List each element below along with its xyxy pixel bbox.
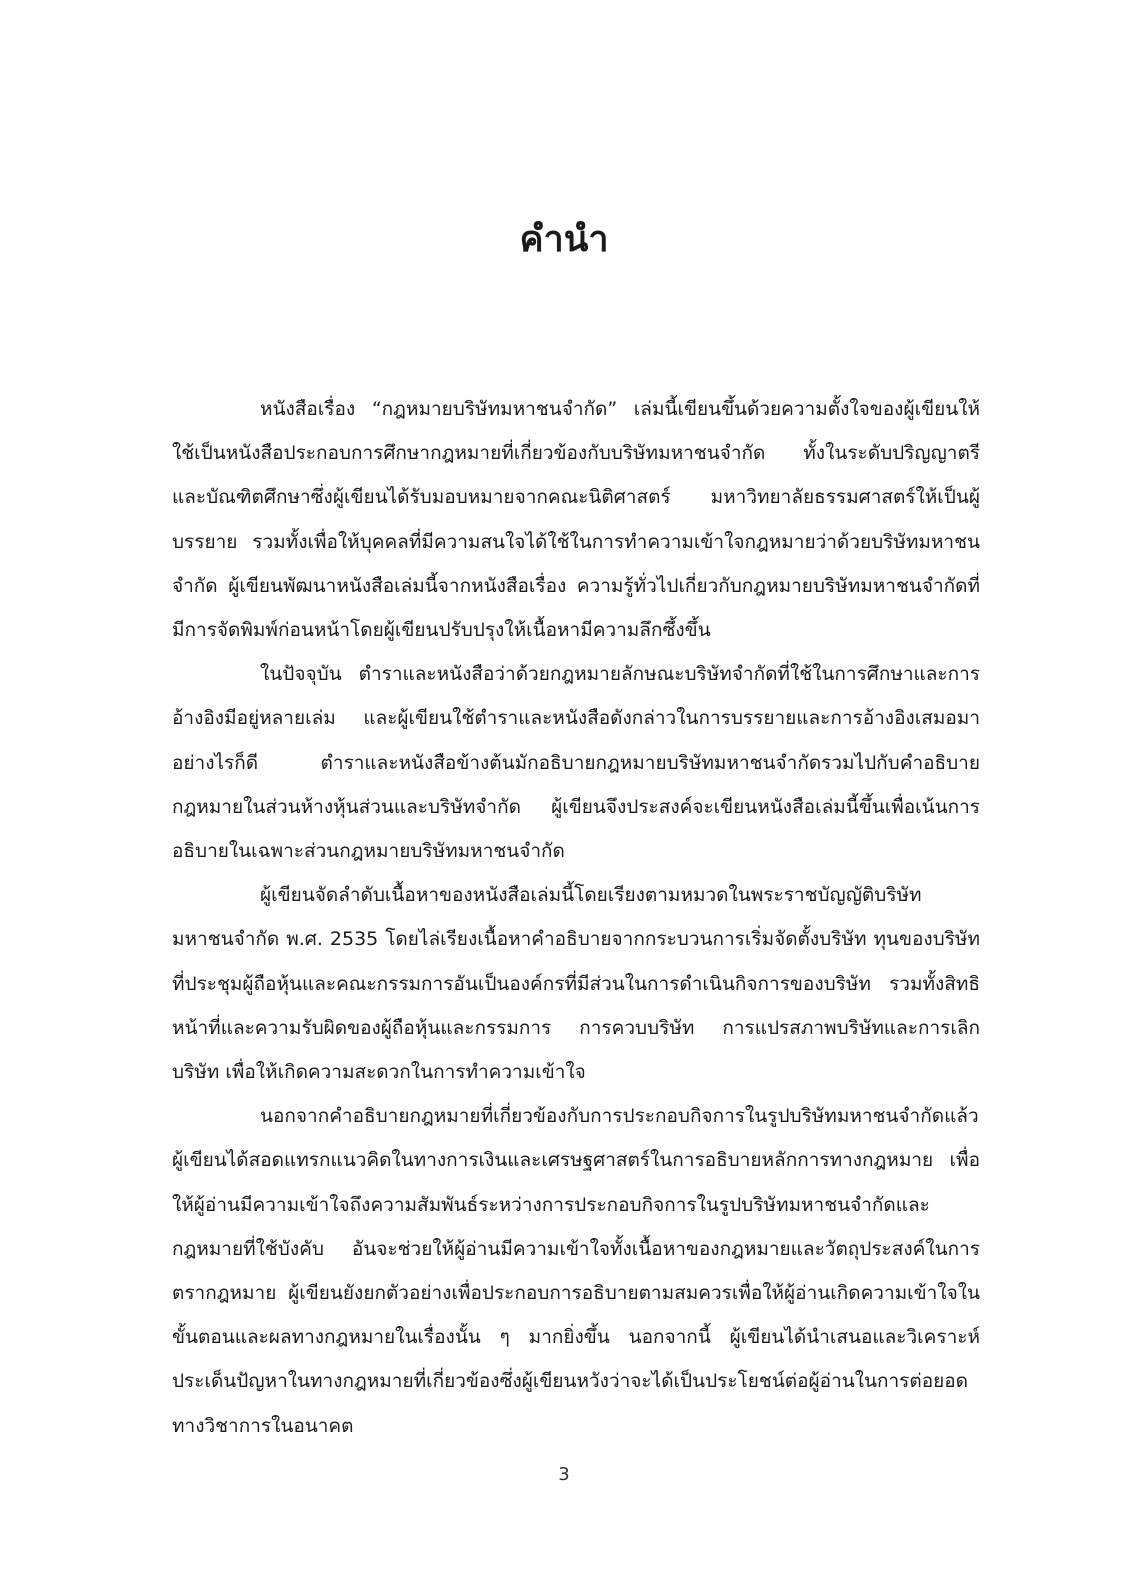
page-number: 3 xyxy=(558,1464,570,1485)
paragraph-2: ในปัจจุบัน ตำราและหนังสือว่าด้วยกฎหมายลักษณะบริษัทจำกัดที่ใช้ในการศึกษาและการอ้างอิงมีอยู่หลายเล่ม และผู้เขียนใช้ตำราและหนังสือดังกล่าวในการบรรยายและการอ้างอิงเสมอมา อย่างไรก็ดี ตำราและหนังสือข้างต้นมักอธิบายกฎหมายบริษัทมหาชนจำกัดรวมไปกับคำอธิบายกฎหมายในส่วนห้างหุ้นส่วนและบริษัทจำกัด ผู้เขียนจึงประสงค์จะเขียนหนังสือเล่มนี้ขึ้นเพื่อเน้นการอธิบายในเฉพาะส่วนกฎหมายบริษัทมหาชนจำกัด xyxy=(172,663,980,863)
preface-body xyxy=(172,387,980,1448)
paragraph-4: นอกจากคำอธิบายกฎหมายที่เกี่ยวข้องกับการประกอบกิจการในรูปบริษัทมหาชนจำกัดแล้ว ผู้เขียนได้สอดแทรกแนวคิดในทางการเงินและเศรษฐศาสตร์ในการอธิบายหลักการทางกฎหมาย เพื่อให้ผู้อ่านมีความเข้าใจถึงความสัมพันธ์ระหว่างการประกอบกิจการในรูปบริษัทมหาชนจำกัดและกฎหมายที่ใช้บังคับ อันจะช่วยให้ผู้อ่านมีความเข้าใจทั้งเนื้อหาของกฎหมายและวัตถุประสงค์ในการตรากฎหมาย ผู้เขียนยังยกตัวอย่างเพื่อประกอบการอธิบายตามสมควรเพื่อให้ผู้อ่านเกิดความเข้าใจในขั้นตอนและผลทางกฎหมายในเรื่องนั้น ๆ มากยิ่งขึ้น นอกจากนี้ ผู้เขียนได้นำเสนอและวิเคราะห์ประเด็นปัญหาในทางกฎหมายที่เกี่ยวข้องซึ่งผู้เขียนหวังว่าจะได้เป็นประโยชน์ต่อผู้อ่านในการต่อยอดทางวิชาการในอนาคต xyxy=(172,1105,980,1437)
paragraph-1: หนังสือเรื่อง “กฎหมายบริษัทมหาชนจำกัด” เล่มนี้เขียนขึ้นด้วยความตั้งใจของผู้เขียนให้ใช้เป็นหนังสือประกอบการศึกษากฎหมายที่เกี่ยวข้องกับบริษัทมหาชนจำกัด ทั้งในระดับปริญญาตรีและบัณฑิตศึกษาซึ่งผู้เขียนได้รับมอบหมายจากคณะนิติศาสตร์ มหาวิทยาลัยธรรมศาสตร์ให้เป็นผู้บรรยาย รวมทั้งเพื่อให้บุคคลที่มีความสนใจได้ใช้ในการทำความเข้าใจกฎหมายว่าด้วยบริษัทมหาชนจำกัด ผู้เขียนพัฒนาหนังสือเล่มนี้จากหนังสือเรื่อง ความรู้ทั่วไปเกี่ยวกับกฎหมายบริษัทมหาชนจำกัดที่มีการจัดพิมพ์ก่อนหน้าโดยผู้เขียนปรับปรุงให้เนื้อหามีความลึกซึ้งขึ้น xyxy=(172,398,980,642)
paragraph-3: ผู้เขียนจัดลำดับเนื้อหาของหนังสือเล่มนี้โดยเรียงตามหมวดในพระราชบัญญัติบริษัทมหาชนจำกัด พ.ศ. 2535 โดยไล่เรียงเนื้อหาคำอธิบายจากกระบวนการเริ่มจัดตั้งบริษัท ทุนของบริษัท ที่ประชุมผู้ถือหุ้นและคณะกรรมการอันเป็นองค์กรที่มีส่วนในการดำเนินกิจการของบริษัท รวมทั้งสิทธิ หน้าที่และความรับผิดของผู้ถือหุ้นและกรรมการ การควบบริษัท การแปรสภาพบริษัทและการเลิกบริษัท เพื่อให้เกิดความสะดวกในการทำความเข้าใจ xyxy=(172,884,980,1084)
page-title: คำนำ xyxy=(519,219,609,260)
